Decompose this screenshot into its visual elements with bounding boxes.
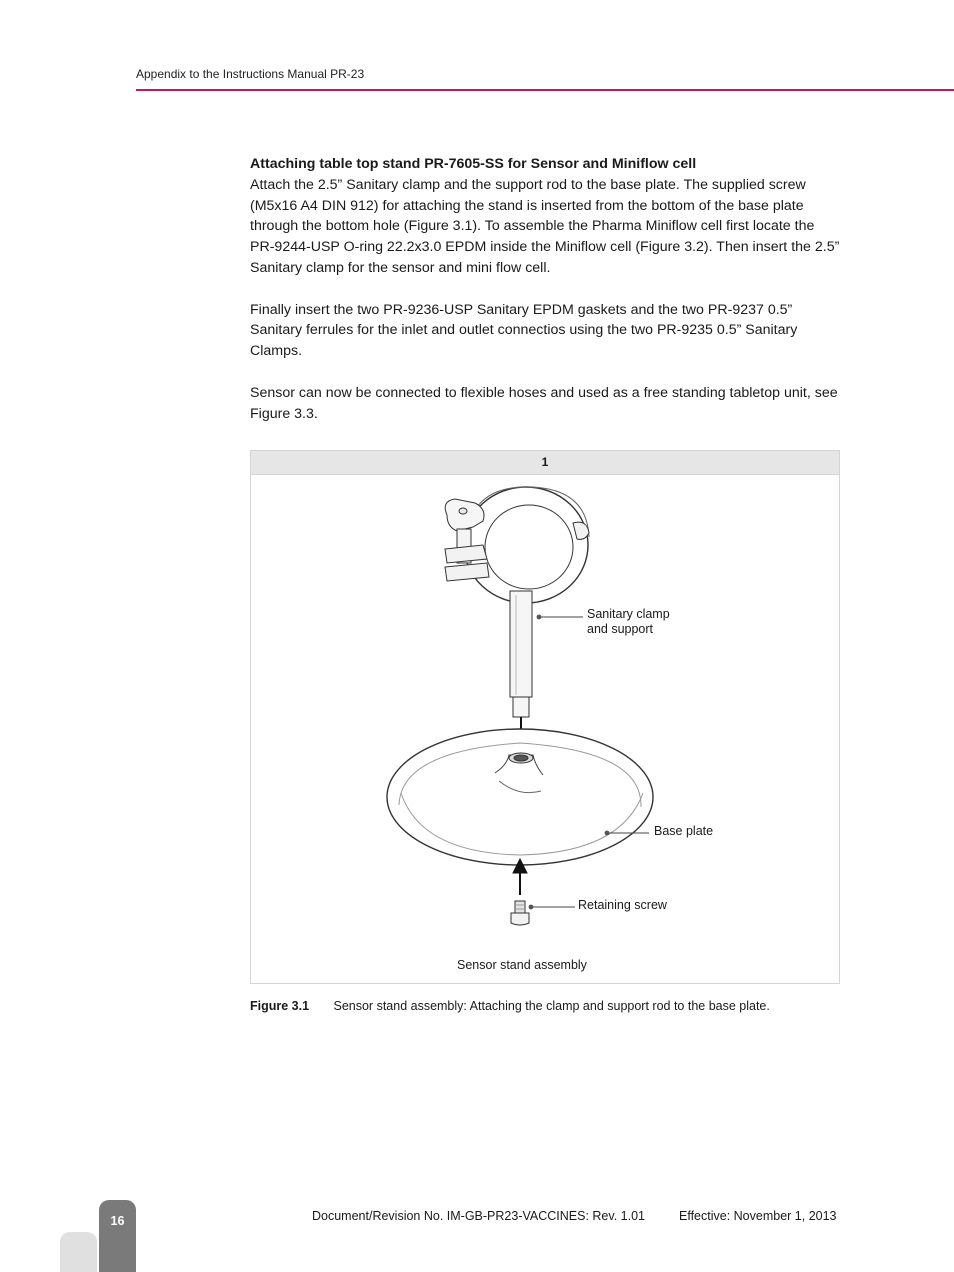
label-base-plate: Base plate [654, 824, 714, 838]
page-number: 16 [110, 1214, 125, 1228]
running-header: Appendix to the Instructions Manual PR-23 [136, 67, 365, 81]
footer-page-tab [99, 1200, 136, 1272]
base-plate-hole-inner [514, 755, 528, 761]
footer-effective-date: Effective: November 1, 2013 [679, 1209, 837, 1223]
paragraph-3: Sensor can now be connected to flexible hoses and used as a free standing tabletop unit, see Figure 3.3. [250, 384, 838, 422]
footer-tab-decoration [60, 1232, 97, 1272]
base-plate-leader-dot [605, 831, 610, 836]
caption-text: Sensor stand assembly: Attaching the clamp and support rod to the base plate. [333, 999, 770, 1013]
screw-shank [515, 901, 525, 913]
label-sanitary-clamp-line1: Sanitary clamp [587, 607, 670, 621]
clamp-leader-dot [537, 615, 542, 620]
footer-document-revision: Document/Revision No. IM-GB-PR23-VACCINES: Rev. 1.01 [312, 1209, 645, 1223]
figure-subtitle: Sensor stand assembly [457, 958, 587, 972]
screw-head [511, 913, 529, 925]
base-plate [387, 729, 653, 865]
rod-tip [513, 697, 529, 717]
stand-assembly-illustration [251, 475, 839, 983]
paragraph-1 [250, 154, 840, 279]
header-rule [136, 89, 954, 91]
figure-header: 1 [251, 451, 839, 475]
label-sanitary-clamp-line2: and support [587, 622, 654, 636]
paragraph-1-text: Attach the 2.5” Sanitary clamp and the support rod to the base plate. The supplied screw (M5x16 A4 DIN 912) for attaching the stand is inserted from the bottom of the base plate through the bottom hole (Figure 3.1). To assemble the Pharma Miniflow cell first locate the PR-9244-USP O-ring 22.2x3.0 EPDM inside the Miniflow cell (Figure 3.2). Then insert the 2.5” Sanitary clamp for the sensor and mini flow cell. [250, 176, 840, 276]
figure-caption [250, 999, 770, 1013]
clamp-ring-inner [485, 505, 573, 589]
support-rod [510, 591, 532, 697]
caption-label: Figure 3.1 [250, 999, 310, 1013]
label-retaining-screw: Retaining screw [578, 898, 667, 912]
section-title: Attaching table top stand PR-7605-SS for Sensor and Miniflow cell [250, 156, 697, 172]
paragraph-2: Finally insert the two PR-9236-USP Sanitary EPDM gaskets and the two PR-9237 0.5” Sanitary ferrules for the inlet and outlet connectios using the two PR-9235 0.5” Sanitary Clamps. [250, 301, 798, 360]
wing-nut-hole [459, 508, 467, 514]
figure-3-1 [250, 450, 840, 984]
body-text [250, 154, 840, 445]
screw-leader-dot [529, 905, 534, 910]
label-sanitary-clamp [587, 607, 670, 637]
